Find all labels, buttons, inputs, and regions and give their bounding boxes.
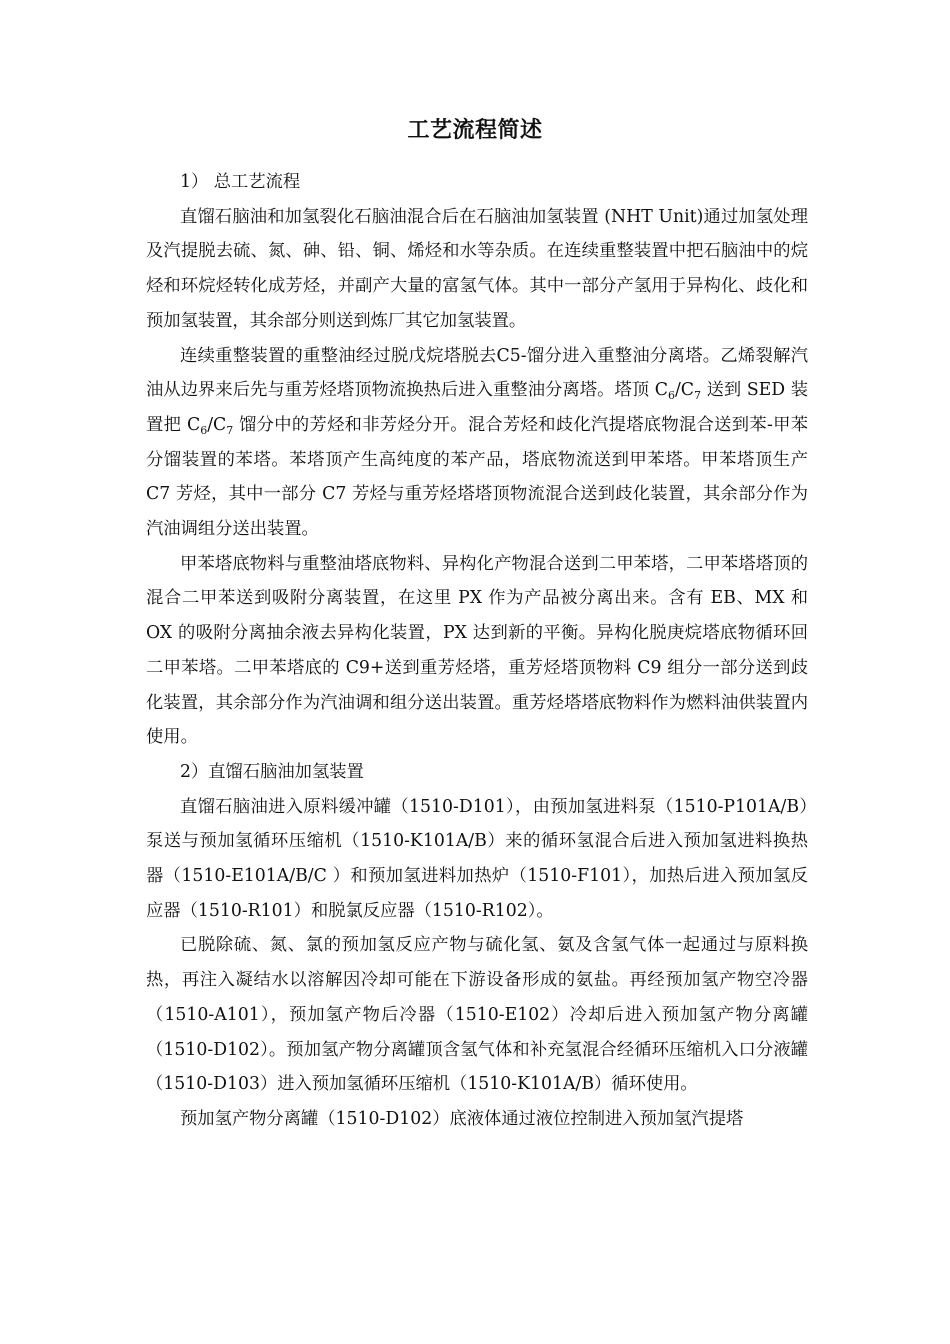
paragraph-separator-bottoms: 预加氢产物分离罐（1510-D102）底液体通过液位控制进入预加氢汽提塔 [180,1108,744,1129]
paragraph-reactor-effluent: 已脱除硫、氮、氯的预加氢反应产物与硫化氢、氨及含氢气体一起通过与原料换热，再注入凝结水以溶解因冷却可能在下游设备形成的氨盐。再经预加氢产物空冷器（1510-A101），预加氢产物后冷器（1510-E102）冷却后进入预加氢产物分离罐（1510-D102）。预加氢产物分离罐顶含氢气体和补充氢混合经循环压缩机入口分液罐（1510-D103）进入预加氢循环压缩机（1510-K101A/B）循环使用。 [146,935,808,1095]
paragraph-xylene-separation: 甲苯塔底物料与重整油塔底物料、异构化产物混合送到二甲苯塔，二甲苯塔塔顶的混合二甲苯送到吸附分离装置，在这里 PX 作为产品被分离出来。含有 EB、MX 和 OX 的吸附分离抽余液去异构化装置，PX 达到新的平衡。异构化脱庚烷塔底物循环回二甲苯塔。二甲苯塔底的 C9+送到重芳烃塔，重芳烃塔顶物料 C9 组分一部分送到歧化装置，其余部分作为汽油调和组分送出装置。重芳烃塔塔底物料作为燃料油供装置内使用。 [146,553,808,748]
subscript: 6 [200,423,208,437]
subscript: 7 [226,423,234,437]
subscript: 6 [667,389,675,403]
section-heading-straight-run-naphtha-hydrotreater: 2）直馏石脑油加氢装置 [180,761,364,782]
paragraph-reforming-separation [146,339,808,547]
paragraph-naphtha-hydrotreating-overview: 直馏石脑油和加氢裂化石脑油混合后在石脑油加氢装置 (NHT Unit)通过加氢处理及汽提脱去硫、氮、砷、铅、铜、烯烃和水等杂质。在连续重整装置中把石脑油中的烷烃和环烷烃转化成芳烃，并副产大量的富氢气体。其中一部分产氢用于异构化、歧化和预加氢装置，其余部分则送到炼厂其它加氢装置。 [146,206,808,331]
text-segment: /C [674,380,695,401]
text-segment: /C [207,414,227,435]
document-body [146,165,808,1137]
paragraph-feed-and-reactors: 直馏石脑油进入原料缓冲罐（1510-D101），由预加氢进料泵（1510-P101A/B）泵送与预加氢循环压缩机（1510-K101A/B）来的循环氢混合后进入预加氢进料换热器（1510-E101A/B/C ）和预加氢进料加热炉（1510-F101），加热后进入预加氢反应器（1510-R101）和脱氯反应器（1510-R102）。 [146,796,808,921]
text-segment: 馏分中的芳烃和非芳烃分开。混合芳烃和歧化汽提塔底物混合送到苯-甲苯分馏装置的苯塔。苯塔顶产生高纯度的苯产品，塔底物流送到甲苯塔。甲苯塔顶生产 C7 芳烃，其中一部分 C7 芳烃与重芳烃塔塔顶物流混合送到歧化装置，其余部分作为汽油调组分送出装置。 [146,414,808,540]
text-segment: 连续重整装置的重整油经过脱戊烷塔脱去C5-馏分进入重整油分离塔。乙烯裂解汽油从边界来后先与重芳烃塔顶物流换热后进入重整油分离塔。塔顶 C [146,345,808,401]
section-heading-overall-process: 1） 总工艺流程 [180,172,301,192]
page-title: 工艺流程简述 [407,118,543,143]
subscript: 7 [694,389,702,403]
text-segment: 送到 SED 装置把 C [146,380,808,435]
